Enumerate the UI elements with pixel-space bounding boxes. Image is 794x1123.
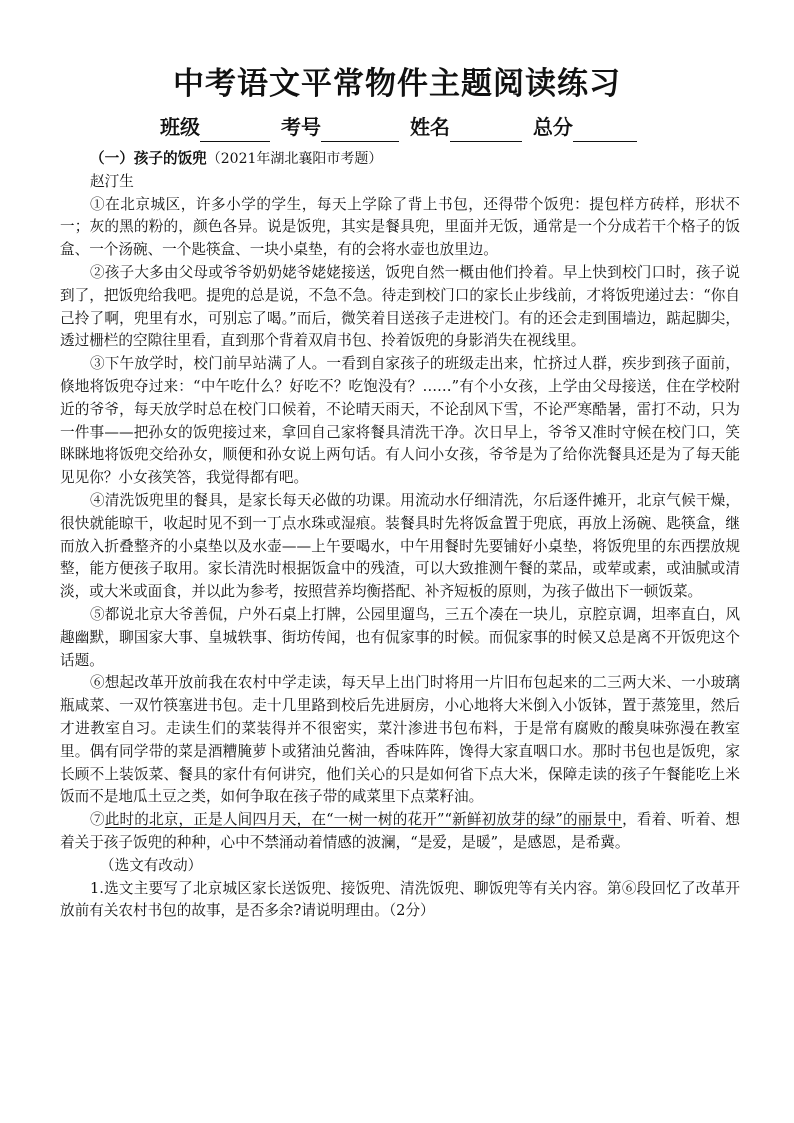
author: 赵汀生	[90, 172, 134, 190]
paragraph-7	[60, 809, 740, 855]
underlined-sentence: 此时的北京，正是人间四月天，在“一树一树的花开”“新鲜初放芽的绿”的丽景中	[104, 811, 623, 829]
paragraph-3: ③下午放学时，校门前早站满了人。一看到自家孩子的班级走出来，忙挤过人群，疾步到孩子面前，倏地将饭兜夺过来：“中午吃什么？好吃不？吃饱没有？……”有个小女孩，上学由父母接送，住在学校附近的爷爷，每天放学时总在校门口候着，不论晴天雨天，不论刮风下雪，不论严寒酷暑，雷打不动，只为一件事——把孙女的饭兜接过来，拿回自己家将餐具清洗干净。次日早上，爷爷又准时守候在校门口，笑眯眯地将饭兜交给孙女，顺便和孙女说上两句话。有人问小女孩，爷爷是为了给你洗餐具还是为了每天能见见你？小女孩笑答，我觉得都有吧。	[60, 355, 740, 487]
paragraph-1: ①在北京城区，许多小学的学生，每天上学除了背上书包，还得带个饭兜：提包样方砖样，形状不一；灰的黑的粉的，颜色各异。说是饭兜，其实是餐具兜，里面并无饭，通常是一个分成若干个格子的饭盒、一个汤碗、一个匙筷盒、一块小桌垫，有的会将水壶也放里边。	[60, 195, 740, 259]
name-blank[interactable]	[450, 119, 522, 142]
exam-no-blank[interactable]	[321, 119, 399, 142]
name-label: 姓名	[409, 115, 450, 139]
page-title: 中考语文平常物件主题阅读练习	[173, 66, 621, 102]
question-1: 1.选文主要写了北京城区家长送饭兜、接饭兜、清洗饭兜、聊饭兜等有关内容。第⑥段回忆了改革开放前有关农村书包的故事，是否多余?请说明理由。（2分）	[60, 879, 740, 920]
section-title: （一）孩子的饭兜	[90, 150, 207, 167]
paragraph-2: ②孩子大多由父母或爷爷奶奶姥爷姥姥接送，饭兜自然一概由他们拎着。早上快到校门口时，孩子说到了，把饭兜给我吧。提兜的总是说，不急不急。待走到校门口的家长止步线前，才将饭兜递过去：“你自己拎了啊，兜里有水，可别忘了喝。”而后，微笑着目送孩子走进校门。有的还会走到围墙边，踮起脚尖，透过栅栏的空隙往里看，直到那个背着双肩书包、拎着饭兜的身影消失在视线里。	[60, 263, 740, 350]
paragraph-6: ⑥想起改革开放前我在农村中学走读，每天早上出门时将用一片旧布包起来的二三两大米、一小玻璃瓶咸菜、一双竹筷塞进书包。走十几里路到校后先进厨房，小心地将大米倒入小饭钵，置于蒸笼里，然后才进教室自习。走读生们的菜装得并不很密实，菜汁渗进书包布料，于是常有腐败的酸臭味弥漫在教室里。偶有同学带的菜是酒糟腌萝卜或猪油兑酱油，香味阵阵，馋得大家直咽口水。那时书包也是饭兜，家长顾不上装饭菜、餐具的家什有何讲究，他们关心的只是如何省下点大米，保障走读的孩子午餐能吃上米饭而不是地瓜土豆之类，如何争取在孩子带的咸菜里下点菜籽油。	[60, 674, 740, 806]
paragraph-4: ④清洗饭兜里的餐具，是家长每天必做的功课。用流动水仔细清洗，尔后逐件摊开，北京气候干燥，很快就能晾干，收起时见不到一丁点水珠或湿痕。装餐具时先将饭盒置于兜底，再放上汤碗、匙筷盒，继而放入折叠整齐的小桌垫以及水壶——上午要喝水，中午用餐时先要铺好小桌垫，将饭兜里的东西摆放规整，能方便孩子取用。家长清洗时根据饭盒中的残渣，可以大致推测午餐的菜品，或荤或素，或油腻或清淡，或大米或面食，并以此为参考，按照营养均衡搭配、补齐短板的原则，为孩子做出下一顿饭菜。	[60, 491, 740, 601]
reading-passage	[60, 148, 740, 923]
class-blank[interactable]	[200, 119, 270, 142]
score-blank[interactable]	[573, 119, 637, 142]
paragraph-7-rest: ，看着、听着、想着关于孩子饭兜的种种，心中不禁涌动着情感的波澜，“是爱，是暖”，是感恩，是希冀。	[60, 811, 740, 851]
student-info-line	[160, 112, 680, 142]
score-label: 总分	[532, 115, 573, 139]
exam-no-label: 考号	[280, 115, 321, 139]
paragraph-7-number: ⑦	[90, 811, 105, 829]
paragraph-5: ⑤都说北京大爷善侃，户外石桌上打牌，公园里遛鸟，三五个凑在一块儿，京腔京调，坦率直白，风趣幽默，聊国家大事、皇城轶事、街坊传闻，也有侃家事的时候。而侃家事的时候又总是离不开饭兜这个话题。	[60, 605, 740, 669]
adaptation-note: （选文有改动）	[100, 856, 203, 874]
class-label: 班级	[160, 115, 200, 139]
section-heading	[60, 148, 740, 171]
section-source: （2021年湖北襄阳市考题）	[206, 151, 383, 167]
